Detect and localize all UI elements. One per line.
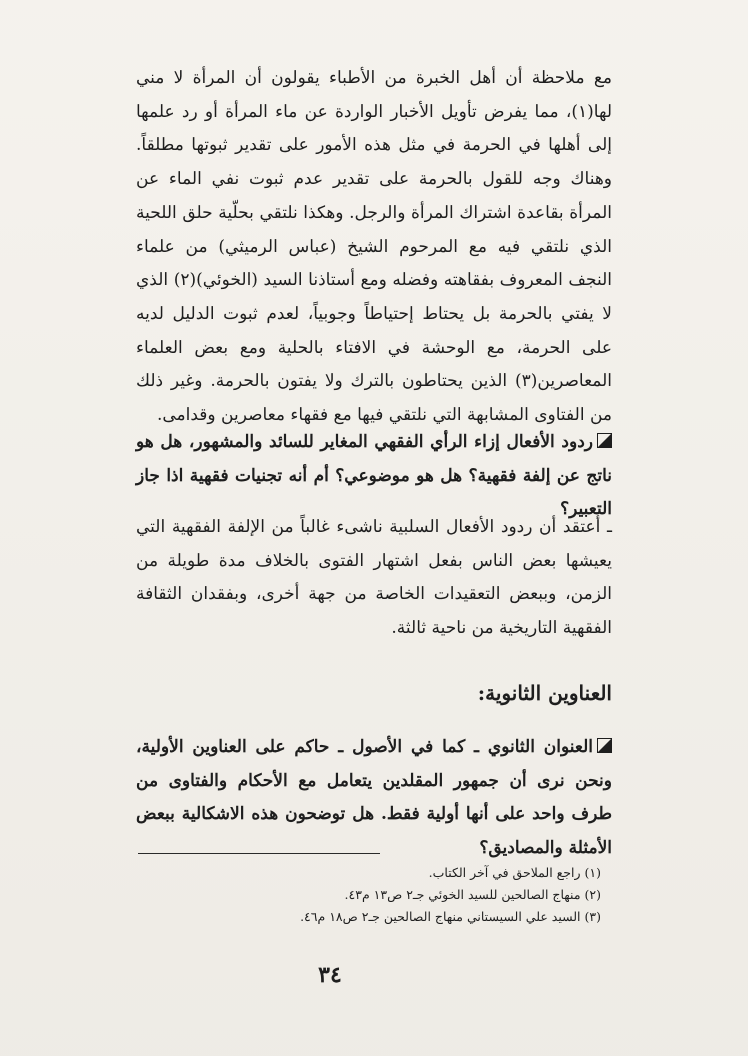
square-bullet-icon	[597, 738, 612, 753]
question-text: ردود الأفعال إزاء الرأي الفقهي المغاير للسائد والمشهور، هل هو ناتج عن إلفة فقهية؟ هل هو موضوعي؟ أم أنه تجنيات فقهية اذا جاز التعبير؟	[136, 432, 612, 520]
footnote-item: (٣) السيد علي السيستاني منهاج الصالحين جـ٢ ص١٨ م٤٦.	[300, 909, 601, 924]
body-paragraph: مع ملاحظة أن أهل الخبرة من الأطباء يقولون أن المرأة لا مني لها(١)، مما يفرض تأويل الأخبار الواردة عن ماء المرأة أو رد علمها إلى أهلها في الحرمة في مثل هذه الأمور على تقدير ثبوتها مطلقاً. وهناك وجه للقول بالحرمة على تقدير عدم ثبوت نفي الماء عن المرأة بقاعدة اشتراك المرأة والرجل. وهكذا نلتقي بحلّية حلق اللحية الذي نلتقي فيه مع المرحوم الشيخ (عباس الرميثي) من علماء النجف المعروف بفقاهته وفضله ومع أستاذنا السيد (الخوئي)(٢) الذي لا يفتي بالحرمة بل يحتاط إحتياطاً وجوبياً، لعدم ثبوت الدليل لديه على الحرمة، مع الوحشة في الافتاء بالحلية ومع بعض العلماء المعاصرين(٣) الذين يحتاطون بالترك ولا يفتون بالحرمة. وغير ذلك من الفتاوى المشابهة التي نلتقي فيها مع فقهاء معاصرين وقدامى.	[136, 68, 612, 426]
page-number: ٣٤	[318, 962, 342, 988]
footnotes	[136, 862, 601, 928]
section-heading: العناوين الثانوية:	[477, 681, 612, 705]
answer-paragraph: ـ أعتقد أن ردود الأفعال السلبية ناشىء غالباً من الإلفة الفقهية التي يعيشها بعض الناس بفعل اشتهار الفتوى بالخلاف مدة طويلة من الزمن، وببعض التعقيدات الخاصة من جهة أخرى، وبفقدان الثقافة الفقهية التاريخية من ناحية ثالثة.	[136, 517, 612, 639]
footnote-item: (٢) منهاج الصالحين للسيد الخوئي جـ٢ ص١٣ م٤٣.	[344, 887, 601, 902]
footnote-divider	[138, 853, 380, 854]
question-paragraph	[136, 731, 612, 866]
square-bullet-icon	[597, 433, 612, 448]
question-text: العنوان الثانوي ـ كما في الأصول ـ حاكم على العناوين الأولية، ونحن نرى أن جمهور المقلدين يتعامل مع الأحكام والفتاوى من طرف واحد على أنها أولية فقط. هل توضحون هذه الاشكالية ببعض الأمثلة والمصاديق؟	[136, 737, 612, 859]
footnote-item: (١) راجع الملاحق في آخر الكتاب.	[428, 865, 601, 880]
